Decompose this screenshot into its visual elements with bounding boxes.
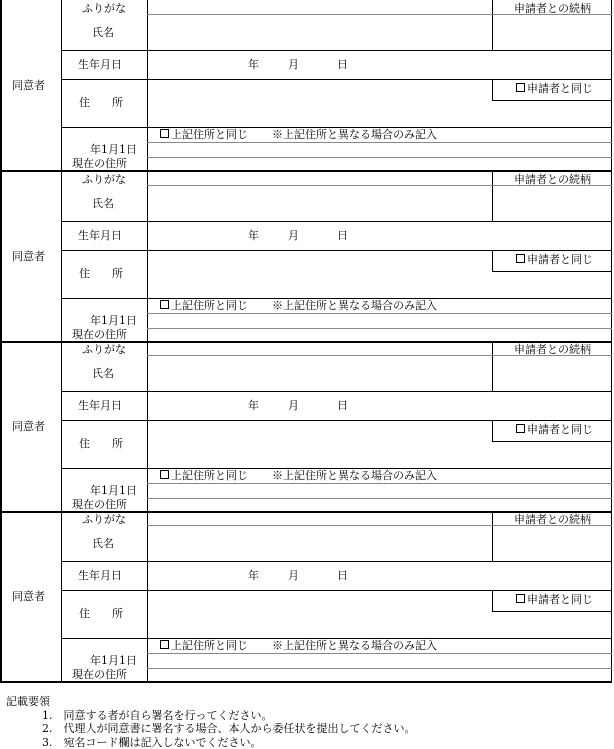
- instructions: [6, 695, 416, 749]
- consent-section: [0, 511, 612, 682]
- name-input-area[interactable]: [148, 15, 491, 49]
- furigana-input-area[interactable]: [148, 342, 491, 354]
- jan1-address-label: 年1月1日: [90, 484, 137, 497]
- same-as-above-option[interactable]: [160, 470, 248, 481]
- jan1-address-input-area[interactable]: [148, 484, 611, 510]
- address-label: 住 所: [79, 437, 123, 450]
- relationship-label: 申請者との続柄: [514, 173, 591, 186]
- address-input-area[interactable]: [148, 421, 491, 467]
- section-left-border: [0, 0, 2, 171]
- address-label: 住 所: [79, 96, 123, 109]
- same-as-applicant-text: 申請者と同じ: [527, 253, 593, 266]
- address-input-area[interactable]: [148, 80, 491, 126]
- birthdate-label: 生年月日: [78, 229, 122, 242]
- birth-month-unit: 月: [288, 399, 299, 412]
- different-address-note: ※上記住所と異なる場合のみ記入: [272, 469, 437, 482]
- checkbox-icon[interactable]: [516, 424, 525, 433]
- label-column-divider: [61, 171, 62, 342]
- checkbox-icon[interactable]: [160, 640, 169, 649]
- relationship-label: 申請者との続柄: [514, 2, 591, 15]
- relationship-input-area[interactable]: [493, 186, 611, 220]
- birth-day-unit: 日: [337, 229, 348, 242]
- same-as-applicant-text: 申請者と同じ: [527, 423, 593, 436]
- different-address-note: ※上記住所と異なる場合のみ記入: [272, 299, 437, 312]
- name-label: 氏名: [92, 537, 114, 550]
- section-label: 同意者: [12, 420, 45, 433]
- row-divider: [61, 50, 612, 51]
- same-applicant-divider: [492, 271, 612, 272]
- jan1-address-input-area[interactable]: [148, 314, 611, 340]
- same-as-above-option[interactable]: [160, 640, 248, 651]
- section-label: 同意者: [12, 79, 45, 92]
- label-column-divider: [61, 341, 62, 512]
- relationship-input-area[interactable]: [493, 356, 611, 390]
- birth-year-unit: 年: [248, 229, 259, 242]
- birth-day-unit: 日: [337, 569, 348, 582]
- same-as-above-option[interactable]: [160, 300, 248, 311]
- same-applicant-divider: [492, 590, 493, 611]
- same-applicant-divider: [492, 611, 612, 612]
- same-as-above-text: 上記住所と同じ: [171, 469, 248, 482]
- name-input-area[interactable]: [148, 356, 491, 390]
- same-applicant-divider: [492, 441, 612, 442]
- section-right-border: [611, 511, 612, 682]
- instructions-title: 記載要領: [6, 695, 50, 708]
- furigana-label: ふりがな: [82, 2, 126, 15]
- checkbox-icon[interactable]: [160, 129, 169, 138]
- name-label: 氏名: [92, 197, 114, 210]
- birthdate-label: 生年月日: [78, 58, 122, 71]
- furigana-label: ふりがな: [82, 343, 126, 356]
- different-address-note: ※上記住所と異なる場合のみ記入: [272, 128, 437, 141]
- birth-day-unit: 日: [337, 58, 348, 71]
- label-column-divider: [61, 511, 62, 682]
- same-as-above-text: 上記住所と同じ: [171, 639, 248, 652]
- address-label: 住 所: [79, 267, 123, 280]
- section-right-border: [611, 0, 612, 171]
- birth-year-unit: 年: [248, 569, 259, 582]
- birthdate-label: 生年月日: [78, 569, 122, 582]
- jan1-address-label: 年1月1日: [90, 143, 137, 156]
- same-applicant-divider: [492, 250, 493, 271]
- same-applicant-divider: [492, 420, 493, 441]
- jan1-address-input-area[interactable]: [148, 143, 611, 169]
- furigana-input-area[interactable]: [148, 172, 491, 184]
- relationship-input-area[interactable]: [493, 526, 611, 560]
- consent-section: [0, 171, 612, 342]
- section-left-border: [0, 511, 2, 682]
- checkbox-icon[interactable]: [516, 254, 525, 263]
- different-address-note: ※上記住所と異なる場合のみ記入: [272, 639, 437, 652]
- instruction-item: 2. 代理人が同意書に署名する場合、本人から委任状を提出してください。: [42, 722, 416, 735]
- jan1-address-label: 現在の住所: [72, 157, 127, 170]
- address-label: 住 所: [79, 607, 123, 620]
- name-input-area[interactable]: [148, 526, 491, 560]
- name-label: 氏名: [92, 367, 114, 380]
- same-as-applicant-option[interactable]: [516, 424, 593, 435]
- label-column-divider: [61, 0, 62, 171]
- row-divider: [61, 561, 612, 562]
- name-input-area[interactable]: [148, 186, 491, 220]
- section-right-border: [611, 341, 612, 512]
- same-as-above-text: 上記住所と同じ: [171, 128, 248, 141]
- birth-day-unit: 日: [337, 399, 348, 412]
- birth-year-unit: 年: [248, 58, 259, 71]
- address-input-area[interactable]: [148, 251, 491, 297]
- birth-month-unit: 月: [288, 229, 299, 242]
- furigana-label: ふりがな: [82, 173, 126, 186]
- checkbox-icon[interactable]: [160, 300, 169, 309]
- furigana-input-area[interactable]: [148, 512, 491, 524]
- same-as-applicant-text: 申請者と同じ: [527, 82, 593, 95]
- furigana-label: ふりがな: [82, 513, 126, 526]
- same-applicant-divider: [492, 100, 612, 101]
- row-divider: [61, 221, 612, 222]
- jan1-address-label: 現在の住所: [72, 328, 127, 341]
- furigana-input-area[interactable]: [148, 1, 491, 13]
- same-as-applicant-option[interactable]: [516, 254, 593, 265]
- jan1-address-label: 現在の住所: [72, 498, 127, 511]
- birth-year-unit: 年: [248, 399, 259, 412]
- address-input-area[interactable]: [148, 591, 491, 637]
- birth-month-unit: 月: [288, 569, 299, 582]
- instruction-item: 1. 同意する者が自ら署名を行ってください。: [42, 708, 273, 722]
- relationship-label: 申請者との続柄: [514, 513, 591, 526]
- same-applicant-divider: [492, 79, 493, 100]
- jan1-address-label: 年1月1日: [90, 654, 137, 667]
- same-as-above-option[interactable]: [160, 129, 248, 140]
- section-right-border: [611, 171, 612, 342]
- section-left-border: [0, 341, 2, 512]
- same-as-above-text: 上記住所と同じ: [171, 299, 248, 312]
- consent-section: [0, 0, 612, 171]
- jan1-address-label: 年1月1日: [90, 314, 137, 327]
- birth-month-unit: 月: [288, 58, 299, 71]
- same-as-applicant-text: 申請者と同じ: [527, 593, 593, 606]
- jan1-address-label: 現在の住所: [72, 668, 127, 681]
- row-divider: [61, 391, 612, 392]
- section-bottom-border: [0, 681, 612, 683]
- same-as-applicant-option[interactable]: [516, 594, 593, 605]
- birthdate-label: 生年月日: [78, 399, 122, 412]
- section-label: 同意者: [12, 590, 45, 603]
- checkbox-icon[interactable]: [160, 470, 169, 479]
- relationship-label: 申請者との続柄: [514, 343, 591, 356]
- section-left-border: [0, 171, 2, 342]
- name-label: 氏名: [92, 26, 114, 39]
- jan1-address-input-area[interactable]: [148, 654, 611, 680]
- relationship-input-area[interactable]: [493, 15, 611, 49]
- checkbox-icon[interactable]: [516, 594, 525, 603]
- consent-section: [0, 341, 612, 512]
- section-label: 同意者: [12, 250, 45, 263]
- instruction-item: 3. 宛名コード欄は記入しないでください。: [42, 735, 262, 749]
- same-as-applicant-option[interactable]: [516, 83, 593, 94]
- checkbox-icon[interactable]: [516, 83, 525, 92]
